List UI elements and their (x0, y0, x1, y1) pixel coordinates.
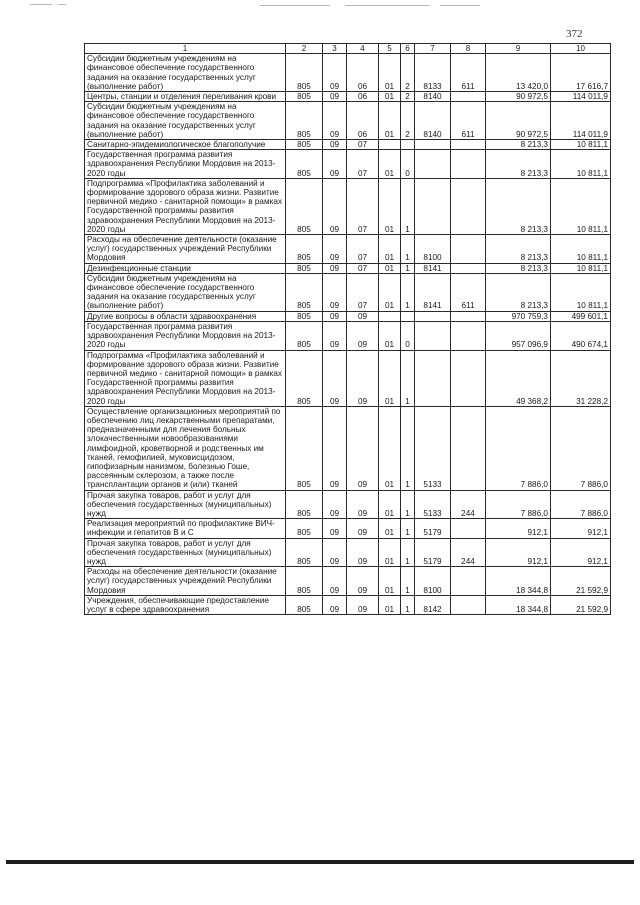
cell-program: 01 (379, 263, 401, 273)
cell-amount-2015: 17 616,7 (551, 54, 611, 92)
cell-amount-2014: 8 213,3 (486, 150, 551, 179)
cell-amount-2015: 490 674,1 (551, 321, 611, 350)
cell-subsection: 09 (347, 311, 379, 321)
cell-amount-2014: 18 344,8 (486, 595, 551, 614)
table-row (85, 54, 611, 92)
cell-amount-2015: 10 811,1 (551, 140, 611, 150)
cell-expense-type (451, 567, 486, 596)
cell-section: 09 (323, 92, 347, 102)
column-header: 6 (401, 44, 415, 54)
cell-amount-2014: 7 886,0 (486, 490, 551, 519)
cell-subsection: 07 (347, 150, 379, 179)
cell-program: 01 (379, 490, 401, 519)
cell-expense-type (451, 519, 486, 538)
cell-ministry: 805 (286, 567, 323, 596)
cell-ministry: 805 (286, 235, 323, 264)
table-row (85, 140, 611, 150)
cell-target-article: 8141 (415, 263, 451, 273)
budget-table (84, 43, 611, 615)
cell-description: Дезинфекционные станции (85, 263, 286, 273)
header-row (85, 44, 611, 54)
cell-ministry: 805 (286, 406, 323, 490)
cell-amount-2015: 10 811,1 (551, 150, 611, 179)
cell-expense-type: 611 (451, 102, 486, 140)
cell-description: Субсидии бюджетным учреждениям на финансовое обеспечение государственного задания на оказание государственных услуг (выполнение работ) (85, 102, 286, 140)
cell-description: Расходы на обеспечение деятельности (оказание услуг) государственных учреждений Республики Мордовия (85, 235, 286, 264)
cell-expense-type (451, 140, 486, 150)
table-row (85, 350, 611, 406)
cell-section: 09 (323, 321, 347, 350)
cell-ministry: 805 (286, 519, 323, 538)
table-row (85, 235, 611, 264)
cell-program: 01 (379, 102, 401, 140)
cell-subsection: 09 (347, 595, 379, 614)
cell-amount-2015: 10 811,1 (551, 273, 611, 311)
cell-section: 09 (323, 350, 347, 406)
cell-description: Осуществление организационных мероприятий по обеспечению лиц лекарственными препаратами, предназначенными для лечения больных злокачественными новообразованиями лимфоидной, кроветворной и родственных им тканей, гемофилией, муковисцидозом, гипофизарным нанизмом, болезнью Гоше, рассеянным склерозом, а также после трансплантации органов и (или) тканей (85, 406, 286, 490)
cell-subprogram: 1 (401, 538, 415, 567)
cell-description: Реализация мероприятий по профилактике ВИЧ-инфекции и гепатитов В и С (85, 519, 286, 538)
cell-program: 01 (379, 321, 401, 350)
cell-ministry: 805 (286, 273, 323, 311)
cell-expense-type (451, 235, 486, 264)
cell-amount-2014: 49 368,2 (486, 350, 551, 406)
cell-amount-2014: 912,1 (486, 519, 551, 538)
cell-subsection: 09 (347, 567, 379, 596)
table-row (85, 273, 611, 311)
cell-expense-type (451, 311, 486, 321)
cell-subsection: 07 (347, 273, 379, 311)
cell-ministry: 805 (286, 178, 323, 234)
cell-program: 01 (379, 595, 401, 614)
cell-ministry: 805 (286, 350, 323, 406)
cell-amount-2015: 912,1 (551, 538, 611, 567)
cell-section: 09 (323, 140, 347, 150)
cell-ministry: 805 (286, 92, 323, 102)
cell-subprogram (401, 140, 415, 150)
cell-subsection: 09 (347, 490, 379, 519)
cell-subprogram: 1 (401, 273, 415, 311)
cell-amount-2014: 13 420,0 (486, 54, 551, 92)
cell-subsection: 09 (347, 519, 379, 538)
cell-ministry: 805 (286, 150, 323, 179)
column-header: 3 (323, 44, 347, 54)
cell-section: 09 (323, 178, 347, 234)
cell-amount-2015: 10 811,1 (551, 263, 611, 273)
cell-expense-type: 244 (451, 538, 486, 567)
cell-subprogram: 2 (401, 102, 415, 140)
cell-subprogram: 0 (401, 321, 415, 350)
cell-amount-2015: 31 228,2 (551, 350, 611, 406)
cell-target-article: 8142 (415, 595, 451, 614)
cell-description: Субсидии бюджетным учреждениям на финансовое обеспечение государственного задания на оказание государственных услуг (выполнение работ) (85, 273, 286, 311)
cell-target-article (415, 321, 451, 350)
column-header: 10 (551, 44, 611, 54)
cell-amount-2014: 8 213,3 (486, 140, 551, 150)
cell-expense-type (451, 92, 486, 102)
cell-expense-type (451, 350, 486, 406)
cell-section: 09 (323, 150, 347, 179)
column-header: 2 (286, 44, 323, 54)
cell-subsection: 06 (347, 92, 379, 102)
cell-subprogram: 1 (401, 406, 415, 490)
cell-section: 09 (323, 263, 347, 273)
cell-description: Учреждения, обеспечивающие предоставление услуг в сфере здравоохранения (85, 595, 286, 614)
cell-subsection: 09 (347, 538, 379, 567)
cell-amount-2015: 21 592,9 (551, 567, 611, 596)
cell-subprogram: 1 (401, 567, 415, 596)
table-body (85, 54, 611, 615)
cell-target-article: 8140 (415, 92, 451, 102)
cell-subprogram: 1 (401, 490, 415, 519)
cell-amount-2014: 912,1 (486, 538, 551, 567)
table-row (85, 519, 611, 538)
cell-target-article (415, 311, 451, 321)
cell-program: 01 (379, 235, 401, 264)
cell-target-article: 5179 (415, 519, 451, 538)
cell-target-article: 8100 (415, 567, 451, 596)
cell-description: Центры, станции и отделения переливания крови (85, 92, 286, 102)
cell-expense-type (451, 263, 486, 273)
cell-subsection: 07 (347, 140, 379, 150)
cell-subprogram: 2 (401, 54, 415, 92)
cell-amount-2014: 90 972,5 (486, 102, 551, 140)
cell-expense-type: 611 (451, 54, 486, 92)
cell-description: Прочая закупка товаров, работ и услуг для обеспечения государственных (муниципальных) нужд (85, 538, 286, 567)
cell-amount-2014: 8 213,3 (486, 178, 551, 234)
cell-amount-2014: 8 213,3 (486, 273, 551, 311)
cell-program: 01 (379, 519, 401, 538)
cell-target-article: 5133 (415, 406, 451, 490)
scan-edge-bar (6, 860, 634, 864)
cell-section: 09 (323, 273, 347, 311)
cell-subprogram: 1 (401, 235, 415, 264)
table-row (85, 406, 611, 490)
cell-subsection: 06 (347, 54, 379, 92)
cell-expense-type (451, 321, 486, 350)
column-header: 5 (379, 44, 401, 54)
cell-subprogram: 2 (401, 92, 415, 102)
cell-program: 01 (379, 178, 401, 234)
cell-program: 01 (379, 406, 401, 490)
cell-amount-2014: 18 344,8 (486, 567, 551, 596)
cell-target-article: 8100 (415, 235, 451, 264)
cell-subprogram (401, 311, 415, 321)
cell-expense-type: 611 (451, 273, 486, 311)
cell-expense-type (451, 595, 486, 614)
cell-ministry: 805 (286, 140, 323, 150)
cell-ministry: 805 (286, 54, 323, 92)
cell-description: Государственная программа развития здравоохранения Республики Мордовия на 2013-2020 годы (85, 150, 286, 179)
cell-ministry: 805 (286, 490, 323, 519)
table-row (85, 178, 611, 234)
table-row (85, 538, 611, 567)
column-header: 1 (85, 44, 286, 54)
cell-section: 09 (323, 538, 347, 567)
cell-program: 01 (379, 54, 401, 92)
cell-program: 01 (379, 567, 401, 596)
cell-ministry: 805 (286, 263, 323, 273)
cell-subsection: 07 (347, 178, 379, 234)
cell-amount-2015: 10 811,1 (551, 235, 611, 264)
table-row (85, 311, 611, 321)
cell-subsection: 07 (347, 263, 379, 273)
column-header: 8 (451, 44, 486, 54)
cell-program: 01 (379, 538, 401, 567)
scan-artifact-top (0, 3, 640, 9)
table-row (85, 567, 611, 596)
cell-subprogram: 1 (401, 350, 415, 406)
cell-amount-2014: 7 886,0 (486, 406, 551, 490)
cell-program (379, 140, 401, 150)
cell-program: 01 (379, 150, 401, 179)
cell-section: 09 (323, 311, 347, 321)
cell-amount-2015: 7 886,0 (551, 490, 611, 519)
cell-target-article: 5133 (415, 490, 451, 519)
cell-amount-2015: 499 601,1 (551, 311, 611, 321)
cell-amount-2015: 21 592,9 (551, 595, 611, 614)
cell-target-article: 8141 (415, 273, 451, 311)
cell-expense-type (451, 150, 486, 179)
cell-ministry: 805 (286, 321, 323, 350)
cell-subsection: 09 (347, 350, 379, 406)
cell-subprogram: 1 (401, 263, 415, 273)
cell-section: 09 (323, 102, 347, 140)
cell-subprogram: 1 (401, 595, 415, 614)
cell-amount-2014: 90 972,5 (486, 92, 551, 102)
table-row (85, 490, 611, 519)
cell-amount-2015: 7 886,0 (551, 406, 611, 490)
cell-amount-2015: 114 011,9 (551, 92, 611, 102)
cell-amount-2015: 912,1 (551, 519, 611, 538)
cell-amount-2015: 10 811,1 (551, 178, 611, 234)
table-row (85, 321, 611, 350)
cell-program: 01 (379, 350, 401, 406)
column-header: 9 (486, 44, 551, 54)
cell-amount-2014: 8 213,3 (486, 235, 551, 264)
cell-amount-2014: 957 096,9 (486, 321, 551, 350)
cell-target-article: 5179 (415, 538, 451, 567)
cell-section: 09 (323, 406, 347, 490)
cell-ministry: 805 (286, 102, 323, 140)
cell-description: Расходы на обеспечение деятельности (оказание услуг) государственных учреждений Республики Мордовия (85, 567, 286, 596)
cell-amount-2014: 970 759,3 (486, 311, 551, 321)
column-header: 4 (347, 44, 379, 54)
cell-section: 09 (323, 595, 347, 614)
cell-description: Подпрограмма «Профилактика заболеваний и формирование здорового образа жизни. Развитие первичной медико - санитарной помощи» в рамках Государственной программы развития здравоохранения Республики Мордовия на 2013-2020 годы (85, 350, 286, 406)
table-row (85, 263, 611, 273)
cell-amount-2015: 114 011,9 (551, 102, 611, 140)
table-row (85, 102, 611, 140)
cell-target-article (415, 178, 451, 234)
cell-description: Субсидии бюджетным учреждениям на финансовое обеспечение государственного задания на оказание государственных услуг (выполнение работ) (85, 54, 286, 92)
cell-section: 09 (323, 519, 347, 538)
cell-subprogram: 0 (401, 150, 415, 179)
cell-expense-type: 244 (451, 490, 486, 519)
cell-target-article (415, 350, 451, 406)
cell-section: 09 (323, 235, 347, 264)
cell-subsection: 07 (347, 235, 379, 264)
cell-subsection: 06 (347, 102, 379, 140)
cell-expense-type (451, 178, 486, 234)
cell-target-article: 8140 (415, 102, 451, 140)
cell-program: 01 (379, 273, 401, 311)
cell-description: Прочая закупка товаров, работ и услуг для обеспечения государственных (муниципальных) нужд (85, 490, 286, 519)
cell-target-article: 8133 (415, 54, 451, 92)
cell-ministry: 805 (286, 595, 323, 614)
cell-target-article (415, 150, 451, 179)
cell-expense-type (451, 406, 486, 490)
table-row (85, 150, 611, 179)
cell-description: Подпрограмма «Профилактика заболеваний и формирование здорового образа жизни. Развитие первичной медико - санитарной помощи» в рамках Государственной программы развития здравоохранения Республики Мордовия на 2013-2020 годы (85, 178, 286, 234)
cell-program (379, 311, 401, 321)
cell-description: Другие вопросы в области здравоохранения (85, 311, 286, 321)
cell-subsection: 09 (347, 406, 379, 490)
table-row (85, 92, 611, 102)
cell-amount-2014: 8 213,3 (486, 263, 551, 273)
cell-subprogram: 1 (401, 519, 415, 538)
cell-target-article (415, 140, 451, 150)
cell-description: Государственная программа развития здравоохранения Республики Мордовия на 2013-2020 годы (85, 321, 286, 350)
page-number: 372 (566, 28, 583, 40)
cell-subprogram: 1 (401, 178, 415, 234)
column-header: 7 (415, 44, 451, 54)
cell-ministry: 805 (286, 538, 323, 567)
table-row (85, 595, 611, 614)
cell-program: 01 (379, 92, 401, 102)
cell-section: 09 (323, 54, 347, 92)
cell-subsection: 09 (347, 321, 379, 350)
cell-ministry: 805 (286, 311, 323, 321)
cell-description: Санитарно-эпидемиологическое благополучие (85, 140, 286, 150)
cell-section: 09 (323, 567, 347, 596)
cell-section: 09 (323, 490, 347, 519)
